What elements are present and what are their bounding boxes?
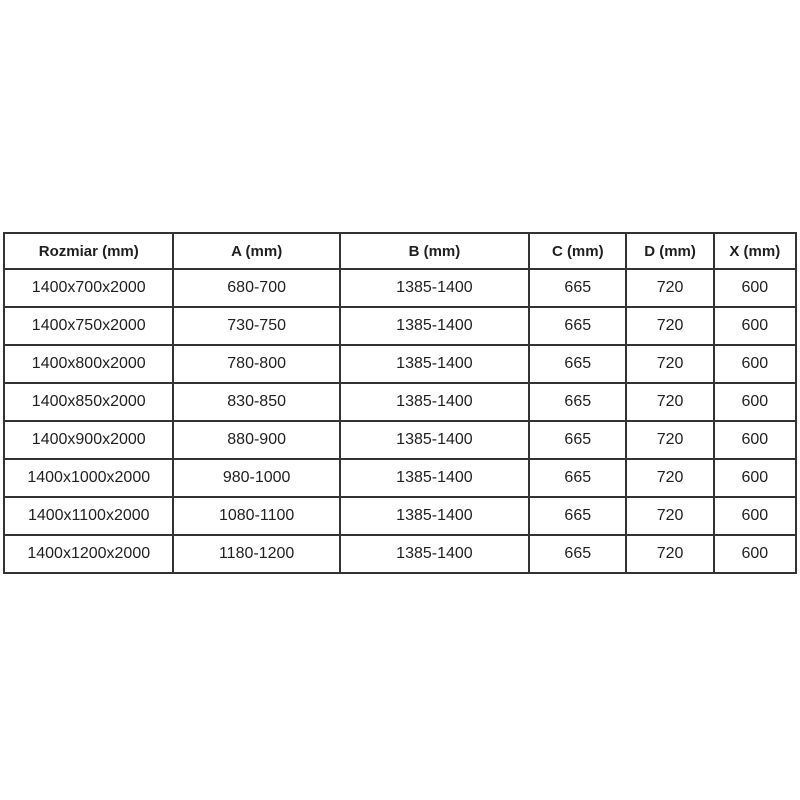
table-cell: 1400x700x2000 (4, 269, 173, 307)
table-cell: 880-900 (173, 421, 339, 459)
table-cell: 720 (626, 459, 713, 497)
header-b: B (mm) (340, 233, 529, 269)
table-cell: 600 (714, 497, 796, 535)
table-cell: 720 (626, 269, 713, 307)
table-row (4, 345, 796, 383)
table-cell: 1385-1400 (340, 345, 529, 383)
table-cell: 665 (529, 269, 626, 307)
table-cell: 980-1000 (173, 459, 339, 497)
header-c: C (mm) (529, 233, 626, 269)
table-cell: 830-850 (173, 383, 339, 421)
table-cell: 1400x750x2000 (4, 307, 173, 345)
dimensions-table (3, 232, 797, 574)
table-row (4, 307, 796, 345)
table-cell: 600 (714, 307, 796, 345)
table-cell: 600 (714, 535, 796, 573)
header-rozmiar: Rozmiar (mm) (4, 233, 173, 269)
table-cell: 1080-1100 (173, 497, 339, 535)
header-a: A (mm) (173, 233, 339, 269)
table-cell: 720 (626, 307, 713, 345)
table-cell: 600 (714, 345, 796, 383)
table-cell: 665 (529, 497, 626, 535)
table-cell: 720 (626, 383, 713, 421)
table-row (4, 421, 796, 459)
table-cell: 665 (529, 459, 626, 497)
table-cell: 665 (529, 421, 626, 459)
table-cell: 780-800 (173, 345, 339, 383)
table-row (4, 497, 796, 535)
table-cell: 1385-1400 (340, 269, 529, 307)
table-cell: 1400x1200x2000 (4, 535, 173, 573)
table-cell: 665 (529, 535, 626, 573)
table-cell: 1385-1400 (340, 535, 529, 573)
table-cell: 665 (529, 307, 626, 345)
table-cell: 665 (529, 383, 626, 421)
header-x: X (mm) (714, 233, 796, 269)
table-cell: 720 (626, 421, 713, 459)
header-d: D (mm) (626, 233, 713, 269)
table-cell: 600 (714, 421, 796, 459)
table-header-row (4, 233, 796, 269)
table-cell: 1180-1200 (173, 535, 339, 573)
table-cell: 1400x850x2000 (4, 383, 173, 421)
table-body (4, 269, 796, 573)
table-row (4, 459, 796, 497)
table-cell: 600 (714, 383, 796, 421)
table-cell: 720 (626, 535, 713, 573)
table-cell: 1385-1400 (340, 383, 529, 421)
table-row (4, 383, 796, 421)
dimensions-table-container (3, 232, 797, 574)
table-row (4, 535, 796, 573)
table-cell: 720 (626, 497, 713, 535)
table-cell: 730-750 (173, 307, 339, 345)
table-cell: 1400x900x2000 (4, 421, 173, 459)
table-cell: 1385-1400 (340, 497, 529, 535)
table-cell: 1400x1000x2000 (4, 459, 173, 497)
table-cell: 1400x800x2000 (4, 345, 173, 383)
table-cell: 1400x1100x2000 (4, 497, 173, 535)
table-cell: 680-700 (173, 269, 339, 307)
table-row (4, 269, 796, 307)
table-cell: 600 (714, 269, 796, 307)
table-header (4, 233, 796, 269)
table-cell: 1385-1400 (340, 307, 529, 345)
table-cell: 1385-1400 (340, 421, 529, 459)
table-cell: 720 (626, 345, 713, 383)
table-cell: 600 (714, 459, 796, 497)
table-cell: 1385-1400 (340, 459, 529, 497)
table-cell: 665 (529, 345, 626, 383)
